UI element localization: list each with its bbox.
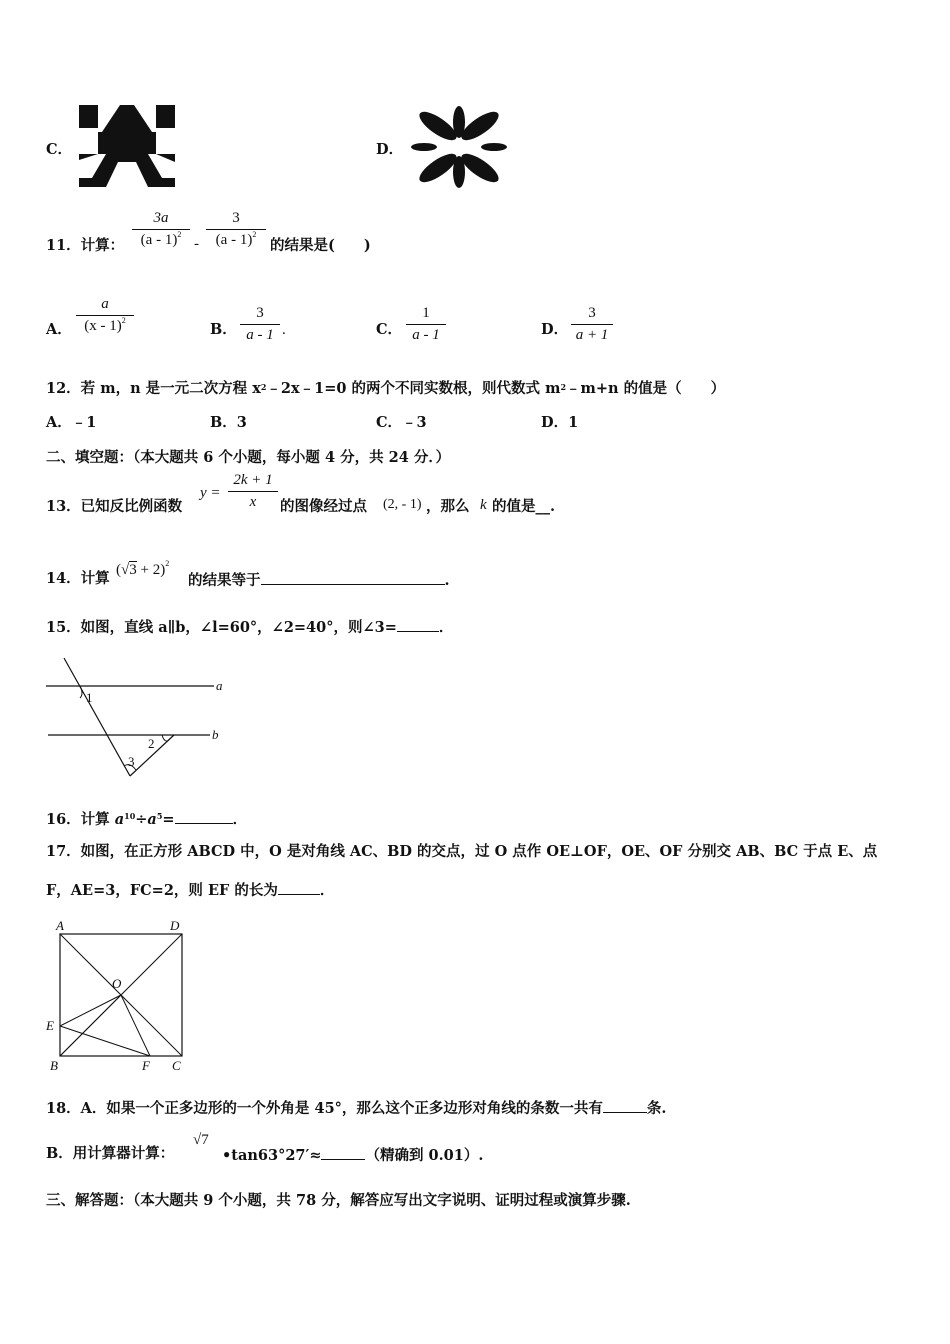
q18-part-b-rest: •tan63°27′≈ （精确到 0.01）.	[222, 1147, 484, 1164]
q16-answer-blank[interactable]	[175, 809, 233, 824]
q17-answer-blank[interactable]	[278, 880, 320, 895]
q11-fraction-1: $\frac{3a}{(a - 1)^2}$	[132, 210, 190, 249]
q12-option-c: C．﹣3	[376, 414, 427, 431]
q14-expression: $(√3 + 2)^2$	[116, 559, 170, 578]
q13-y-equals: y =	[200, 485, 221, 501]
q11-option-b-fraction: $\frac{3}{a - 1}$	[240, 305, 280, 344]
q15-line-a-label: a	[216, 678, 223, 693]
q15-stem: 15．如图，直线 a∥b，∠l=60°，∠2=40°，则∠3= ．	[46, 619, 454, 636]
section-3-heading: 三、解答题：（本大题共 9 个小题，共 78 分，解答应写出文字说明、证明过程或演算步骤.	[46, 1192, 631, 1209]
q18-part-b-prefix: B．用计算器计算：	[46, 1145, 175, 1162]
q13-mid: 的图像经过点	[280, 498, 367, 515]
q17-point-e: E	[46, 1018, 54, 1033]
q17-vertex-a: A	[56, 918, 64, 933]
option-c-label: C．	[46, 141, 73, 158]
q18b-answer-blank[interactable]	[321, 1145, 365, 1160]
q13-k: k	[480, 497, 487, 513]
q14-prefix: 14．计算	[46, 570, 110, 587]
q17-line-2: F，AE=3，FC=2，则 EF 的长为 ．	[46, 882, 335, 899]
option-d-figure	[408, 104, 510, 190]
q11-option-d-fraction: $\frac{3}{a + 1}$	[571, 305, 613, 344]
q18-part-a: 18．A．如果一个正多边形的一个外角是 45°，那么这个正多边形对角线的条数一共有 条.	[46, 1100, 667, 1117]
q13-prefix: 13．已知反比例函数	[46, 498, 183, 515]
q17-line-1: 17．如图，在正方形 ABCD 中，O 是对角线 AC、BD 的交点，过 O 点作 OE⊥OF，OE、OF 分别交 AB、BC 于点 E、点	[46, 843, 878, 860]
q11-option-b-dot: .	[282, 322, 286, 338]
q12-option-a: A．﹣1	[46, 414, 97, 431]
q16-stem: 16．计算 $a^{10}\div a^5=$ ．	[46, 811, 248, 828]
q17-vertex-d: D	[170, 918, 180, 933]
q11-option-c-fraction: $\frac{1}{a - 1}$	[406, 305, 446, 344]
q13-suffix: 的值是__.	[492, 498, 556, 515]
q12-option-d: D．1	[541, 414, 579, 431]
q15-angle-1-label: 1	[86, 690, 93, 705]
q11-option-d-label: D．	[541, 321, 569, 338]
q12-stem: 12．若 m，n 是一元二次方程 $x^2﹣2x﹣1=0$ 的两个不同实数根，则代数式 $m^2﹣m+n$ 的值是（ ）	[46, 380, 726, 397]
q15-line-b-label: b	[212, 727, 219, 742]
q17-vertex-c: C	[172, 1058, 181, 1073]
q11-option-a-fraction: $\frac{a}{(x - 1)^2}$	[76, 296, 134, 335]
q11-minus: -	[194, 236, 199, 252]
q13-fraction: $\frac{2k + 1}{x}$	[228, 472, 278, 511]
option-d-label: D．	[376, 141, 404, 158]
q17-point-f: F	[142, 1058, 150, 1073]
option-c-figure	[78, 104, 176, 188]
q14-suffix: 的结果等于 .	[188, 572, 450, 589]
q11-prefix: 11．计算：	[46, 237, 125, 254]
q18a-answer-blank[interactable]	[603, 1098, 647, 1113]
q15-answer-blank[interactable]	[397, 617, 439, 632]
q12-option-b: B．3	[210, 414, 247, 431]
q11-option-b-label: B．	[210, 321, 237, 338]
q13-point: (2, - 1)	[383, 497, 422, 512]
q13-mid2: ，那么	[426, 498, 470, 515]
q15-angle-2-label: 2	[148, 736, 155, 751]
q11-suffix: 的结果是( )	[270, 237, 371, 254]
q11-fraction-2: $\frac{3}{(a - 1)^2}$	[206, 210, 266, 249]
q17-center-o: O	[112, 976, 122, 991]
section-2-heading: 二、填空题：（本大题共 6 个小题，每小题 4 分，共 24 分．）	[46, 449, 451, 466]
q18-sqrt-7: √7	[193, 1132, 209, 1148]
q14-answer-blank[interactable]	[261, 570, 445, 585]
q11-option-a-label: A．	[46, 321, 72, 338]
q11-option-c-label: C．	[376, 321, 403, 338]
q17-figure	[42, 916, 192, 1076]
q17-vertex-b: B	[50, 1058, 58, 1073]
q15-angle-3-label: 3	[128, 754, 135, 769]
q15-figure	[44, 656, 230, 786]
